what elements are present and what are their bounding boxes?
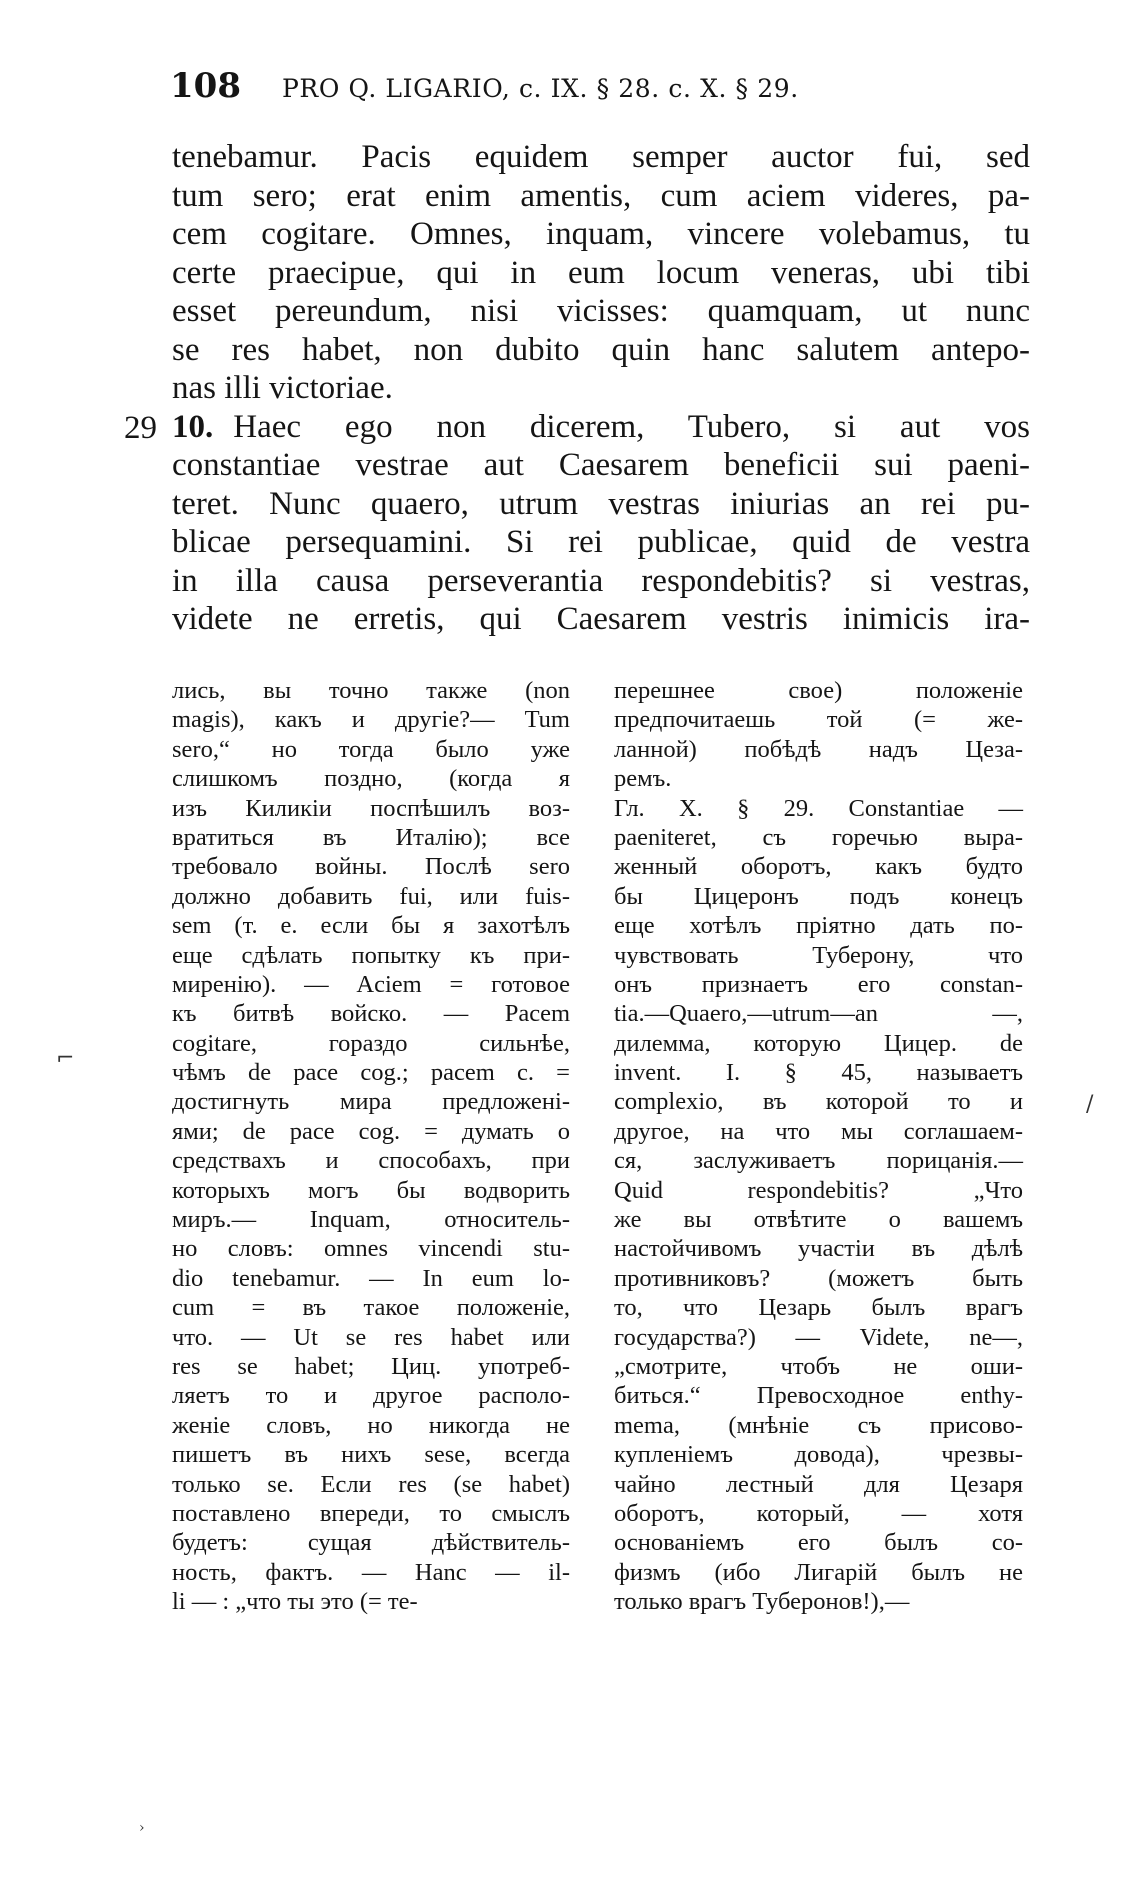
commentary-line: же вы отвѣтите о вашемъ	[614, 1206, 1023, 1234]
commentary-left-column	[172, 676, 570, 1617]
commentary-line: res se habet; Циц. употреб-	[172, 1352, 570, 1380]
latin-line: teret. Nunc quaero, utrum vestras iniurias an rei pu-	[172, 485, 1030, 522]
margin-mark: /	[1086, 1092, 1094, 1117]
commentary-line: Гл. X. § 29. Constantiae —	[614, 794, 1023, 822]
commentary-line: слишкомъ поздно, (когда я	[172, 765, 570, 793]
commentary-line: cogitare, гораздо сильнѣе,	[172, 1029, 570, 1057]
chapter-first-line: Haec ego non dicerem, Tubero, si aut vos	[233, 408, 1030, 445]
commentary-line: magis), какъ и другіе?— Tum	[172, 706, 570, 734]
commentary-line: бы Цицеронъ подъ конецъ	[614, 882, 1023, 910]
commentary-line: cum = въ такое положеніе,	[172, 1294, 570, 1322]
commentary-line: чѣмъ de pace cog.; pacem c. =	[172, 1059, 570, 1087]
commentary-line: женный оборотъ, какъ будто	[614, 853, 1023, 881]
commentary-line: ляетъ то и другое располо-	[172, 1382, 570, 1410]
latin-line: se res habet, non dubito quin hanc salutem antepo-	[172, 331, 1030, 368]
commentary-line: еще хотѣлъ пріятно дать по-	[614, 912, 1023, 940]
latin-text-block	[172, 138, 1030, 639]
commentary-line: поставлено впереди, то смыслъ	[172, 1499, 570, 1527]
commentary-line: ся, заслуживаетъ порицанія.—	[614, 1147, 1023, 1175]
commentary-line: миренію). — Aciem = готовое	[172, 970, 570, 998]
commentary-line: основаніемъ его былъ со-	[614, 1529, 1023, 1557]
commentary-line: но словъ: omnes vincendi stu-	[172, 1235, 570, 1263]
commentary-line: только se. Если res (se habet)	[172, 1470, 570, 1498]
commentary-line: къ битвѣ войско. — Pacem	[172, 1000, 570, 1028]
page-number: 108	[170, 66, 241, 106]
commentary-line: лись, вы точно также (non	[172, 677, 570, 704]
commentary-line: вратиться въ Италію); все	[172, 823, 570, 851]
commentary-line: другое, на что мы соглашаем-	[614, 1117, 1023, 1145]
commentary-line: только врагъ Туберонов!),—	[614, 1588, 910, 1616]
commentary-line: миръ.— Inquam, относитель-	[172, 1206, 570, 1234]
latin-line: cem cogitare. Omnes, inquam, vincere volebamus, tu	[172, 216, 1030, 252]
commentary-line: ланной) побѣдѣ надъ Цеза-	[614, 735, 1023, 763]
latin-line: in illa causa perseverantia respondebitis? si vestras,	[172, 562, 1030, 599]
section-marginal-number: 29	[124, 410, 157, 446]
commentary-line: „смотрите, чтобъ не оши-	[614, 1352, 1023, 1380]
commentary-line: купленіемъ довода), чрезвы-	[614, 1441, 1023, 1469]
commentary-line: Quid respondebitis? „Что	[614, 1176, 1023, 1204]
commentary-line: требовало войны. Послѣ sero	[172, 853, 570, 881]
latin-line: tum sero; erat enim amentis, cum aciem videres, pa-	[172, 177, 1030, 214]
commentary-line: tia.—Quaero,—utrum—an —,	[614, 1000, 1023, 1028]
commentary-line: ями; de pace cog. = думать о	[172, 1117, 570, 1145]
commentary-right-column	[614, 676, 1023, 1617]
commentary-line: настойчивомъ участіи въ дѣлѣ	[614, 1235, 1023, 1263]
commentary-line: средствахъ и способахъ, при	[172, 1147, 570, 1175]
latin-line: tenebamur. Pacis equidem semper auctor fui, sed	[172, 139, 1030, 175]
commentary-line: оборотъ, который, — хотя	[614, 1499, 1023, 1527]
running-title: PRO Q. LIGARIO, c. IX. § 28. c. X. § 29.	[282, 74, 799, 103]
commentary-line: то, что Цезарь былъ врагъ	[614, 1294, 1023, 1322]
commentary-line: биться.“ Превосходное enthy-	[614, 1382, 1023, 1410]
commentary-line: dio tenebamur. — In eum lo-	[172, 1264, 570, 1292]
commentary-line: предпочитаешь той (= же-	[614, 706, 1023, 734]
commentary-line: должно добавить fui, или fuis-	[172, 882, 570, 910]
commentary-line: перешнее свое) положеніе	[614, 677, 1023, 704]
commentary-line: чувствовать Туберону, что	[614, 941, 1023, 969]
latin-line: certe praecipue, qui in eum locum veneras, ubi tibi	[172, 254, 1030, 291]
latin-line: videte ne erretis, qui Caesarem vestris inimicis ira-	[172, 601, 1030, 637]
chapter-number: 10.	[172, 408, 214, 445]
commentary-line: женіе словъ, но никогда не	[172, 1411, 570, 1439]
commentary-line: mema, (мнѣніе съ присово-	[614, 1411, 1023, 1439]
commentary-line: которыхъ могъ бы водворить	[172, 1176, 570, 1204]
commentary-line: достигнуть мира предложені-	[172, 1088, 570, 1116]
commentary-line: ремъ.	[614, 765, 672, 793]
commentary-line: физмъ (ибо Лигарій былъ не	[614, 1558, 1023, 1586]
margin-mark: ›	[139, 1820, 145, 1836]
commentary-line: онъ признаетъ его constan-	[614, 970, 1023, 998]
commentary-line: sem (т. е. если бы я захотѣлъ	[172, 912, 570, 940]
margin-mark: ⌐	[56, 1046, 75, 1071]
commentary-line: li — : „что ты это (= те-	[172, 1588, 418, 1616]
latin-line: constantiae vestrae aut Caesarem beneficii sui paeni-	[172, 447, 1030, 483]
commentary-line: ность, фактъ. — Hanc — il-	[172, 1558, 570, 1586]
commentary-line: paeniteret, съ горечью выра-	[614, 823, 1023, 851]
commentary-line: что. — Ut se res habet или	[172, 1323, 570, 1351]
running-head	[170, 66, 910, 106]
latin-line: nas illi victoriae.	[172, 370, 393, 406]
commentary-line: чайно лестный для Цезаря	[614, 1470, 1023, 1498]
commentary-line: дилемма, которую Цицер. de	[614, 1029, 1023, 1057]
commentary-line: государства?) — Videte, ne—,	[614, 1323, 1023, 1351]
commentary-line: противниковъ? (можетъ быть	[614, 1264, 1023, 1292]
latin-line: blicae persequamini. Si rei publicae, quid de vestra	[172, 524, 1030, 560]
commentary-line: еще сдѣлать попытку къ при-	[172, 941, 570, 969]
commentary-line: complexio, въ которой то и	[614, 1088, 1023, 1116]
commentary-line: sero,“ но тогда было уже	[172, 735, 570, 763]
commentary-line: будетъ: сущая дѣйствитель-	[172, 1529, 570, 1557]
latin-line: esset pereundum, nisi vicisses: quamquam, ut nunc	[172, 293, 1030, 329]
commentary-line: пишетъ въ нихъ sese, всегда	[172, 1441, 570, 1469]
commentary-line: invent. I. § 45, называетъ	[614, 1059, 1023, 1087]
commentary-line: изъ Киликіи поспѣшилъ воз-	[172, 794, 570, 822]
chapter-opening-line	[172, 408, 1030, 447]
